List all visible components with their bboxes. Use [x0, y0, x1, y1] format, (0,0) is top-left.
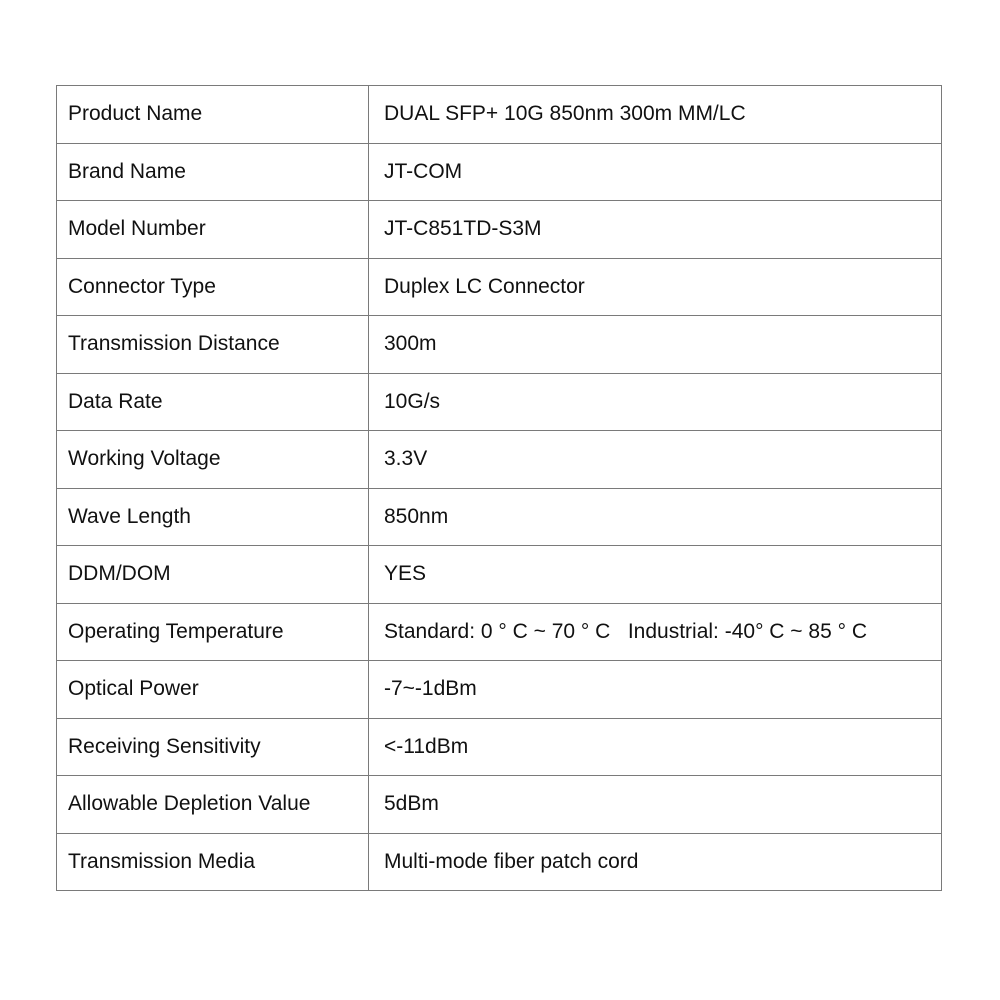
table-row: [57, 546, 942, 604]
row-value: 10G/s: [369, 373, 942, 431]
row-label: Brand Name: [57, 143, 369, 201]
table-row: [57, 201, 942, 259]
row-label: Transmission Distance: [57, 316, 369, 374]
row-value: DUAL SFP+ 10G 850nm 300m MM/LC: [369, 86, 942, 144]
spec-table: [56, 85, 942, 891]
row-label: Receiving Sensitivity: [57, 718, 369, 776]
table-row: [57, 373, 942, 431]
row-label: Product Name: [57, 86, 369, 144]
table-row: [57, 718, 942, 776]
row-value: Multi-mode fiber patch cord: [369, 833, 942, 891]
row-label: Allowable Depletion Value: [57, 776, 369, 834]
table-row: [57, 833, 942, 891]
row-value: Standard: 0 ° C ~ 70 ° C Industrial: -40° C ~ 85 ° C: [369, 603, 942, 661]
table-row: [57, 603, 942, 661]
row-value: 300m: [369, 316, 942, 374]
row-value: JT-C851TD-S3M: [369, 201, 942, 259]
row-label: Working Voltage: [57, 431, 369, 489]
row-label: Connector Type: [57, 258, 369, 316]
row-value: 5dBm: [369, 776, 942, 834]
row-value: Duplex LC Connector: [369, 258, 942, 316]
table-row: [57, 488, 942, 546]
table-row: [57, 86, 942, 144]
row-value: <-11dBm: [369, 718, 942, 776]
table-row: [57, 661, 942, 719]
row-value: -7~-1dBm: [369, 661, 942, 719]
row-label: Model Number: [57, 201, 369, 259]
table-row: [57, 143, 942, 201]
row-value: JT-COM: [369, 143, 942, 201]
table-row: [57, 431, 942, 489]
table-row: [57, 776, 942, 834]
row-label: Data Rate: [57, 373, 369, 431]
row-label: DDM/DOM: [57, 546, 369, 604]
row-value: 850nm: [369, 488, 942, 546]
row-label: Transmission Media: [57, 833, 369, 891]
row-label: Wave Length: [57, 488, 369, 546]
row-value: YES: [369, 546, 942, 604]
row-value: 3.3V: [369, 431, 942, 489]
row-label: Operating Temperature: [57, 603, 369, 661]
table-row: [57, 316, 942, 374]
row-label: Optical Power: [57, 661, 369, 719]
table-row: [57, 258, 942, 316]
